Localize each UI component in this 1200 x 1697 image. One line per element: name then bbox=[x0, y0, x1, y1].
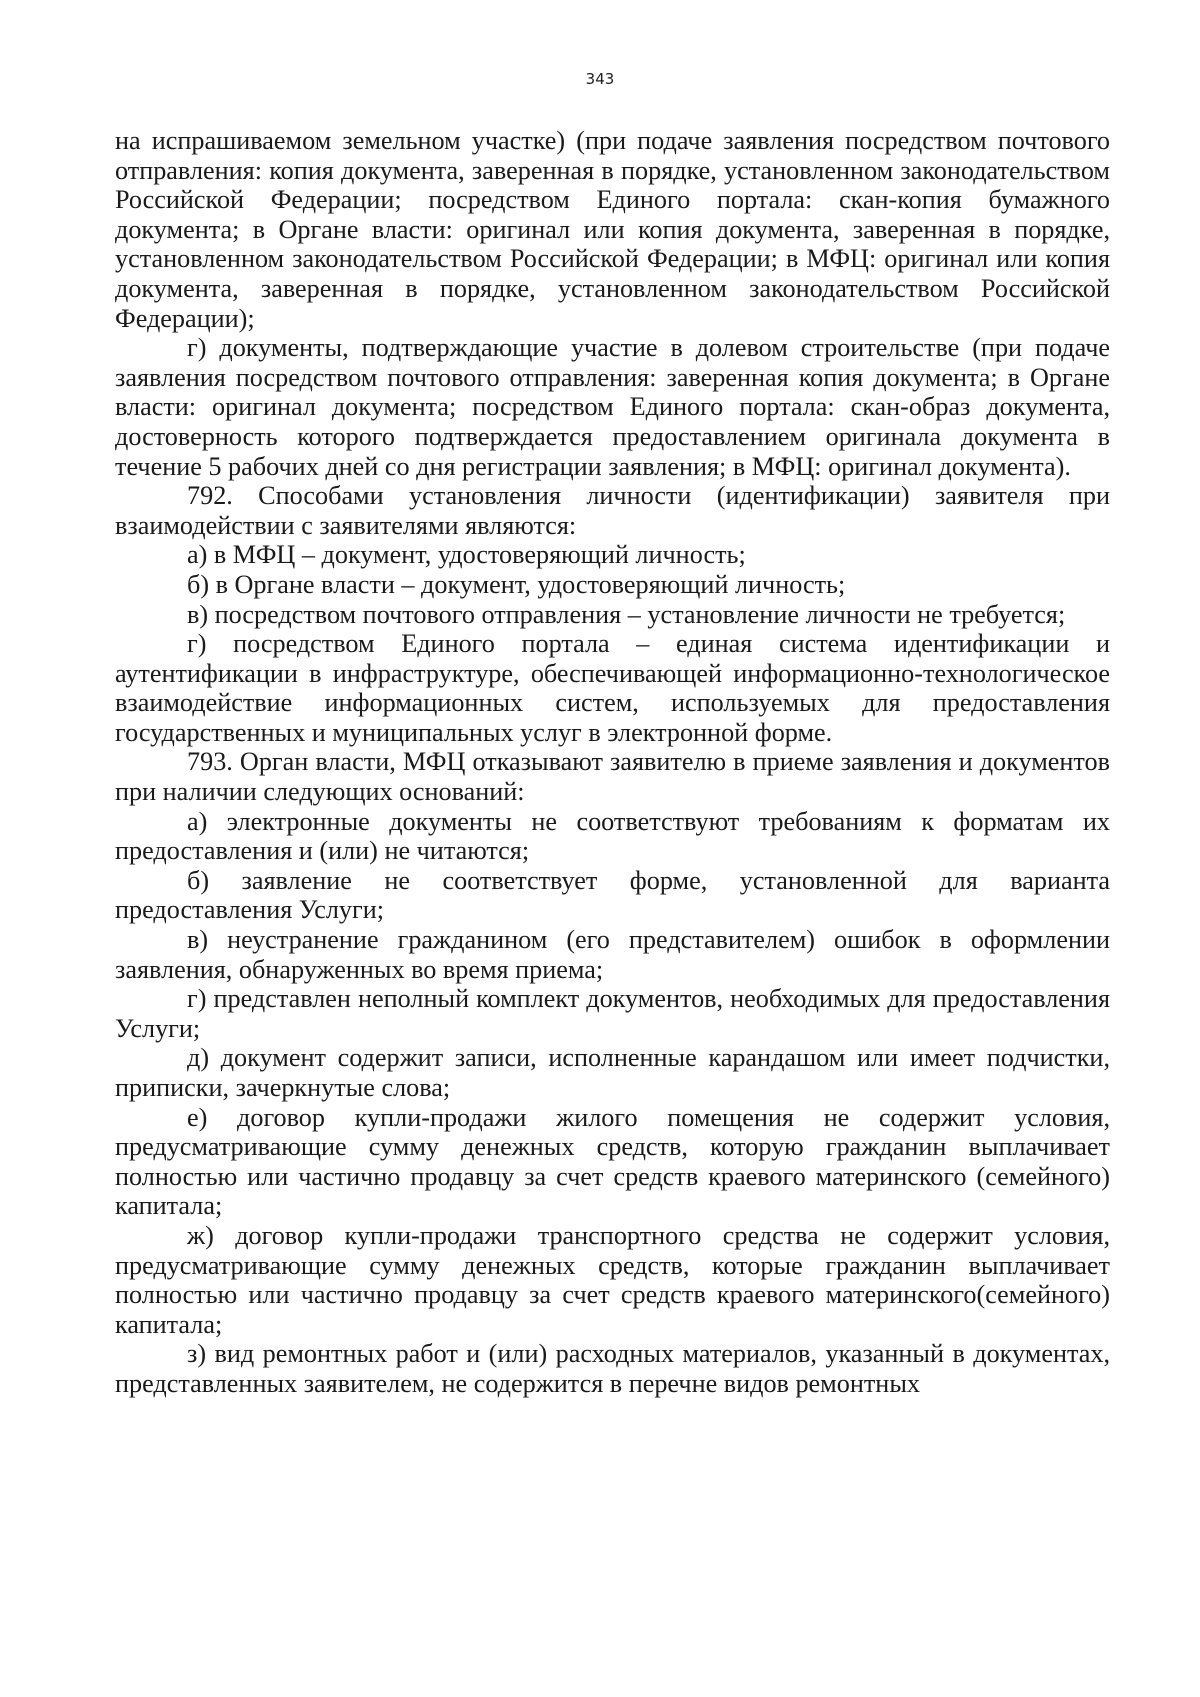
paragraph-792-b: б) в Органе власти – документ, удостоверяющий личность; bbox=[187, 569, 846, 599]
paragraph-item-g-shared-construction: г) документы, подтверждающие участие в долевом строительстве (при подаче заявления посредством почтового отправления: заверенная копия документа; в Органе власти: оригинал документа; посредством Единого портала: скан-образ документа, достоверность которого подтверждается предоставлением оригинала документа в течение 5 рабочих дней со дня регистрации заявления; в МФЦ: оригинал документа). bbox=[115, 333, 1110, 481]
paragraph-792: 792. Способами установления личности (идентификации) заявителя при взаимодействии с заявителями являются: bbox=[115, 481, 1110, 540]
paragraph-793-g: г) представлен неполный комплект документов, необходимых для предоставления Услуги; bbox=[115, 984, 1110, 1043]
paragraph-793-zh: ж) договор купли-продажи транспортного средства не содержит условия, предусматривающие сумму денежных средств, которые гражданин выплачивает полностью или частично продавцу за счет средств краевого материнского(семейного) капитала; bbox=[115, 1220, 1110, 1339]
page-number: 343 bbox=[585, 70, 615, 88]
paragraph-793-v: в) неустранение гражданином (его представителем) ошибок в оформлении заявления, обнаруженных во время приема; bbox=[115, 925, 1110, 984]
paragraph-792-g: г) посредством Единого портала – единая система идентификации и аутентификации в инфраструктуре, обеспечивающей информационно-технологическое взаимодействие информационных систем, используемых для предоставления государственных и муниципальных услуг в электронной форме. bbox=[115, 629, 1110, 747]
paragraph-793-a: а) электронные документы не соответствуют требованиям к форматам их предоставления и (или) не читаются; bbox=[115, 806, 1110, 866]
paragraph-793-z: з) вид ремонтных работ и (или) расходных материалов, указанный в документах, представленных заявителем, не содержится в перечне видов ремонтных bbox=[115, 1339, 1110, 1398]
paragraph-793-b: б) заявление не соответствует форме, установленной для варианта предоставления Услуги; bbox=[115, 865, 1110, 925]
paragraph-793-d: д) документ содержит записи, исполненные карандашом или имеет подчистки, приписки, зачеркнутые слова; bbox=[115, 1043, 1110, 1102]
paragraph-continuation: на испрашиваемом земельном участке) (при подаче заявления посредством почтового отправления: копия документа, заверенная в порядке, установленном законодательством Российской Федерации; посредством Единого портала: скан-копия бумажного документа; в Органе власти: оригинал или копия документа, заверенная в порядке, установленном законодательством Российской Федерации; в МФЦ: оригинал или копия документа, заверенная в порядке, установленном законодательством Российской Федерации); bbox=[115, 126, 1110, 333]
document-body bbox=[115, 126, 1110, 1399]
paragraph-793: 793. Орган власти, МФЦ отказывают заявителю в приеме заявления и документов при наличии следующих оснований: bbox=[115, 747, 1110, 807]
paragraph-792-a: а) в МФЦ – документ, удостоверяющий личность; bbox=[187, 540, 746, 570]
paragraph-792-v: в) посредством почтового отправления – установление личности не требуется; bbox=[187, 599, 1066, 629]
paragraph-793-e: е) договор купли-продажи жилого помещения не содержит условия, предусматривающие сумму денежных средств, которую гражданин выплачивает полностью или частично продавцу за счет средств краевого материнского (семейного) капитала; bbox=[115, 1102, 1110, 1221]
